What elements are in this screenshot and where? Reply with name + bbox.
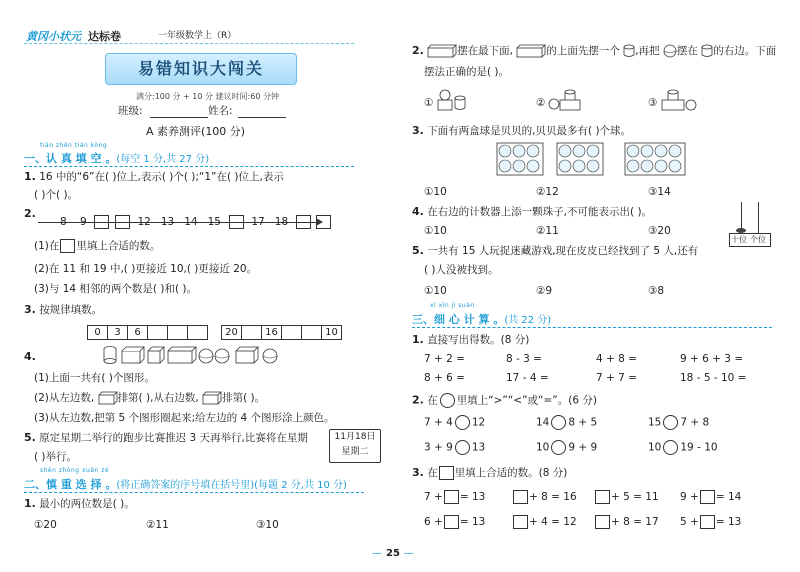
answer-box[interactable] [296, 215, 311, 229]
box-icon [439, 466, 454, 480]
page-title: 易错知识大闯关 [105, 53, 297, 85]
counter-tens-label: 十位 [731, 235, 747, 244]
s2-q3-opt1[interactable]: ①10 [424, 186, 447, 198]
s2-q5-line2: ( )人没被找到。 [424, 264, 499, 276]
calendar-card: 11月18日 星期二 [329, 429, 381, 463]
calc-item[interactable]: 18 - 5 - 10 = [680, 372, 747, 384]
ball-box-10-icon [497, 143, 543, 175]
answer-circle[interactable] [455, 415, 470, 430]
s1-q2-c: (3)与 14 相邻的两个数是( )和( )。 [34, 283, 197, 295]
s2-q1-opt2[interactable]: ②11 [146, 519, 169, 531]
calc-item[interactable]: 17 - 4 = [506, 372, 549, 384]
fill-item: 6 + = 13 [424, 516, 486, 528]
answer-circle[interactable] [455, 440, 470, 455]
s1-q2-b: (2)在 11 和 19 中,( )更接近 10,( )更接近 20。 [34, 263, 258, 275]
answer-box[interactable] [444, 515, 459, 529]
sequence-2: 20 16 10 [222, 322, 342, 341]
s2-q5-opt2[interactable]: ②9 [536, 285, 553, 297]
s2-title: 二、慎 重 选 择 。(将正确答案的序号填在括号里)(每题 2 分,共 10 分) [24, 478, 347, 491]
cylinder-icon [104, 347, 116, 364]
compare-item: 7 + 4 12 [424, 416, 486, 429]
ball-box-2-icon [557, 143, 603, 175]
ball-box-3-icon [625, 143, 685, 175]
stack-option-2-icon [548, 86, 588, 112]
answer-box[interactable] [595, 515, 610, 529]
answer-box[interactable] [513, 490, 528, 504]
fill-item: + 4 = 12 [512, 515, 577, 529]
s1-q4-a: (1)上面一共有( )个图形。 [34, 372, 155, 384]
answer-box[interactable] [700, 490, 715, 504]
brand-left: 黄冈小状元 [26, 30, 81, 43]
s1-q1-line2: ( )个( )。 [34, 189, 79, 201]
cuboid-icon [122, 347, 144, 363]
cuboid-icon [98, 391, 118, 405]
s2-q4-opt1[interactable]: ①10 [424, 225, 447, 237]
sphere-icon [663, 44, 677, 58]
s2-pinyin: shèn zhòng xuǎn zé [40, 467, 110, 474]
compare-item: 3 + 9 13 [424, 441, 486, 454]
s1-pinyin: tián zhēn tián kòng [40, 142, 108, 149]
s2-q3-opt3[interactable]: ③14 [648, 186, 671, 198]
fill-item: 7 + = 13 [424, 491, 486, 503]
s1-q4-b: (2)从左边数, 排第( ),从右边数, 排第( )。 [34, 392, 266, 404]
cuboid-long-icon [168, 347, 196, 363]
calc-item[interactable]: 8 + 6 = [424, 372, 465, 384]
s2-q5: 5. 一共有 15 人玩捉迷藏游戏,现在皮皮已经找到了 5 人,还有 [412, 244, 699, 257]
calc-item[interactable]: 8 - 3 = [506, 353, 542, 365]
cuboid-long-icon [516, 44, 546, 58]
calc-item[interactable]: 4 + 8 = [596, 353, 637, 365]
ball-boxes [496, 142, 716, 178]
answer-box[interactable] [229, 215, 244, 229]
s2-q4: 4. 在右边的计数器上添一颗珠子,不可能表示出( )。 [412, 205, 653, 218]
s1-q3: 3. 按规律填数。 [24, 303, 103, 316]
option-1[interactable]: ① [424, 97, 434, 109]
s2-q1-opt3[interactable]: ③10 [256, 519, 279, 531]
answer-box[interactable] [94, 215, 109, 229]
answer-box[interactable] [700, 515, 715, 529]
s3-title: 三、细 心 计 算 。(共 22 分) [412, 313, 552, 326]
compare-item: 10 19 - 10 [648, 441, 718, 454]
s1-q2-a: (1)在 里填上合适的数。 [34, 240, 161, 252]
answer-box[interactable] [595, 490, 610, 504]
calc-item[interactable]: 9 + 6 + 3 = [680, 353, 744, 365]
stack-option-1-icon [436, 86, 476, 112]
s1-title: 一、认 真 填 空 。(每空 1 分,共 27 分) [24, 152, 210, 165]
s1-q2-label: 2. [24, 207, 36, 220]
answer-box[interactable] [115, 215, 130, 229]
fill-item: 5 + = 13 [680, 516, 742, 528]
answer-circle[interactable] [551, 415, 566, 430]
counter-ones-label: 个位 [750, 235, 766, 244]
compare-item: 15 7 + 8 [648, 416, 710, 429]
s2-q3: 3. 下面有两盒球是贝贝的,贝贝最多有( )个球。 [412, 124, 632, 137]
section-a-title: A 素养测评(100 分) [146, 125, 246, 138]
sphere-icon [199, 349, 213, 363]
s2-q1-opt1[interactable]: ①20 [34, 519, 57, 531]
page-number: — 25 — [372, 548, 414, 559]
class-label: 班级: [118, 105, 143, 117]
s2-q2: 2. 摆在最下面, 的上面先摆一个 ,再把 摆在 的右边。下面 [412, 44, 777, 57]
sphere-icon [263, 349, 277, 363]
cube-icon [148, 347, 164, 363]
s2-q5-opt1[interactable]: ①10 [424, 285, 447, 297]
answer-circle[interactable] [663, 440, 678, 455]
s2-q4-opt3[interactable]: ③20 [648, 225, 671, 237]
fill-item: 9 + = 14 [680, 491, 742, 503]
number-line-items: 8 9 12 13 14 15 17 18 [60, 215, 332, 229]
stack-option-3-icon [660, 86, 700, 112]
answer-box[interactable] [316, 215, 331, 229]
cuboid-long-icon [427, 44, 457, 58]
answer-circle[interactable] [663, 415, 678, 430]
cylinder-icon [701, 44, 713, 58]
s1-q5: 5. 原定星期二举行的跑步比赛推迟 3 天再举行,比赛将在星期 [24, 431, 308, 444]
calc-item[interactable]: 7 + 7 = [596, 372, 637, 384]
brand-right: 达标卷 [88, 30, 121, 43]
name-label: 姓名: [208, 105, 233, 117]
fill-item: + 5 = 11 [594, 490, 659, 504]
meta-info: 满分:100 分 + 10 分 建议时间:60 分钟 [136, 92, 279, 101]
s2-q3-opt2[interactable]: ②12 [536, 186, 559, 198]
abacus-counter [729, 202, 771, 246]
calc-item[interactable]: 7 + 2 = [424, 353, 465, 365]
cuboid-icon [202, 391, 222, 405]
cylinder-icon [623, 44, 635, 58]
answer-circle[interactable] [551, 440, 566, 455]
s2-q5-opt3[interactable]: ③8 [648, 285, 665, 297]
s2-q4-opt2[interactable]: ②11 [536, 225, 559, 237]
box-icon [60, 239, 75, 253]
s3-pinyin: xì xīn jì suàn [430, 302, 475, 309]
sequence-1: 0 3 6 [88, 322, 208, 341]
answer-box[interactable] [513, 515, 528, 529]
sphere-icon [215, 349, 229, 363]
fill-item: + 8 = 16 [512, 490, 577, 504]
compare-item: 14 8 + 5 [536, 416, 598, 429]
grade-label: 一年级数学上（R） [158, 31, 237, 41]
answer-box[interactable] [444, 490, 459, 504]
option-2[interactable]: ② [536, 97, 546, 109]
s1-q4-c: (3)从左边数,把第 5 个图形圈起来;给左边的 4 个图形涂上颜色。 [34, 412, 335, 424]
s2-q1: 1. 最小的两位数是( )。 [24, 497, 135, 510]
s2-q2-options [424, 86, 764, 112]
compare-item: 10 9 + 9 [536, 441, 598, 454]
s3-q3: 3. 在 里填上合适的数。(8 分) [412, 466, 568, 479]
s1-q5-line2: ( )举行。 [34, 451, 78, 463]
s3-q2: 2. 在 里填上“>”“<”或“=”。(6 分) [412, 393, 597, 407]
fill-item: + 8 = 17 [594, 515, 659, 529]
cuboid-icon [236, 347, 258, 363]
s1-q1: 1. 16 中的“6”在( )位上,表示( )个( );“1”在( )位上,表示 [24, 170, 284, 183]
s1-q4-label: 4. [24, 350, 36, 363]
circle-icon [440, 393, 455, 408]
option-3[interactable]: ③ [648, 97, 658, 109]
shapes-row [100, 343, 290, 367]
s2-q2-line2: 摆法正确的是( )。 [424, 66, 510, 78]
s3-q1: 1. 直接写出得数。(8 分) [412, 333, 530, 346]
